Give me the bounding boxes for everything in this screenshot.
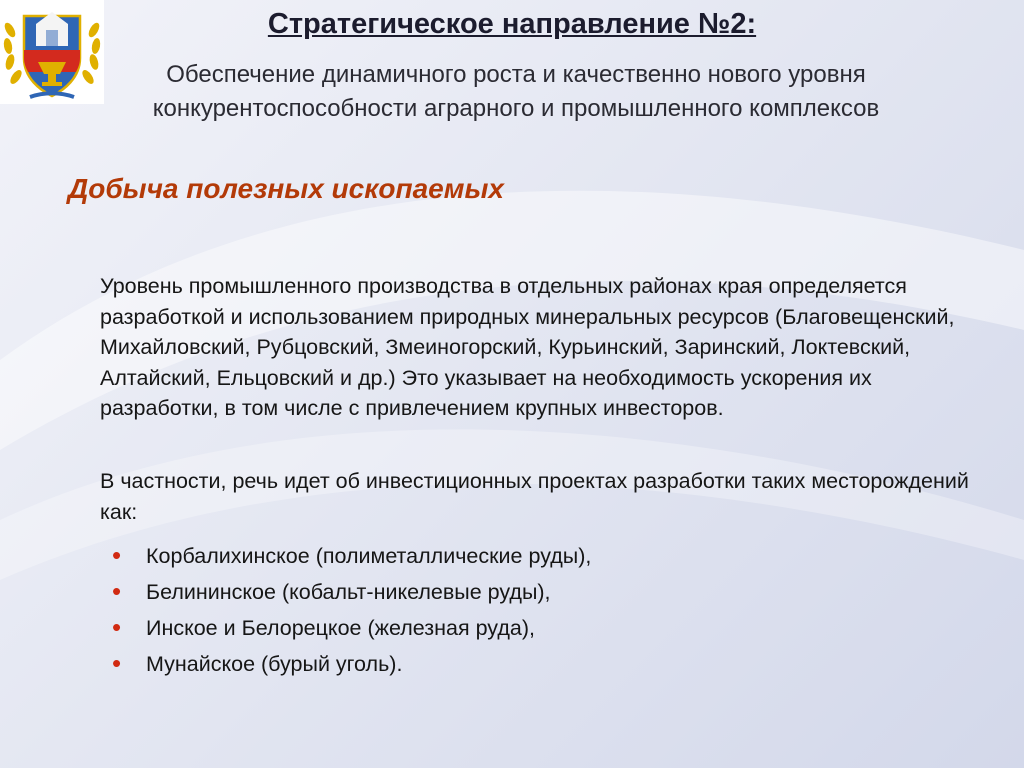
list-item — [112, 610, 591, 646]
bullet-dot-icon: • — [112, 612, 122, 642]
bullet-dot-icon: • — [112, 576, 122, 606]
bullet-dot-icon: • — [112, 648, 122, 678]
deposits-list — [112, 538, 591, 682]
page-subtitle: Обеспечение динамичного роста и качественно нового уровня конкурентоспособности аграрного и промышленного комплексов — [152, 61, 880, 122]
list-item-text: Инское и Белорецкое (железная руда), — [146, 616, 535, 640]
body-paragraph-1: Уровень промышленного производства в отдельных районах края определяется разработкой и использованием природных минеральных ресурсов (Благовещенский, Михайловский, Рубцовский, Змеиногорский, Курьинский, Заринский, Локтевский, Алтайский, Ельцовский и др.) Это указывает на необходимость ускорения их разработки, в том числе с привлечением крупных инвесторов. — [100, 274, 955, 420]
list-item — [112, 646, 591, 682]
page-title: Стратегическое направление №2: — [267, 8, 757, 40]
list-item-text: Белининское (кобальт-никелевые руды), — [146, 580, 551, 604]
bullet-dot-icon: • — [112, 540, 122, 570]
list-item — [112, 538, 591, 574]
list-item — [112, 574, 591, 610]
body-paragraph-2: В частности, речь идет об инвестиционных проектах разработки таких месторождений как: — [100, 469, 969, 524]
list-item-text: Мунайское (бурый уголь). — [146, 652, 403, 676]
list-item-text: Корбалихинское (полиметаллические руды), — [146, 544, 592, 568]
section-heading: Добыча полезных ископаемых — [68, 173, 504, 204]
